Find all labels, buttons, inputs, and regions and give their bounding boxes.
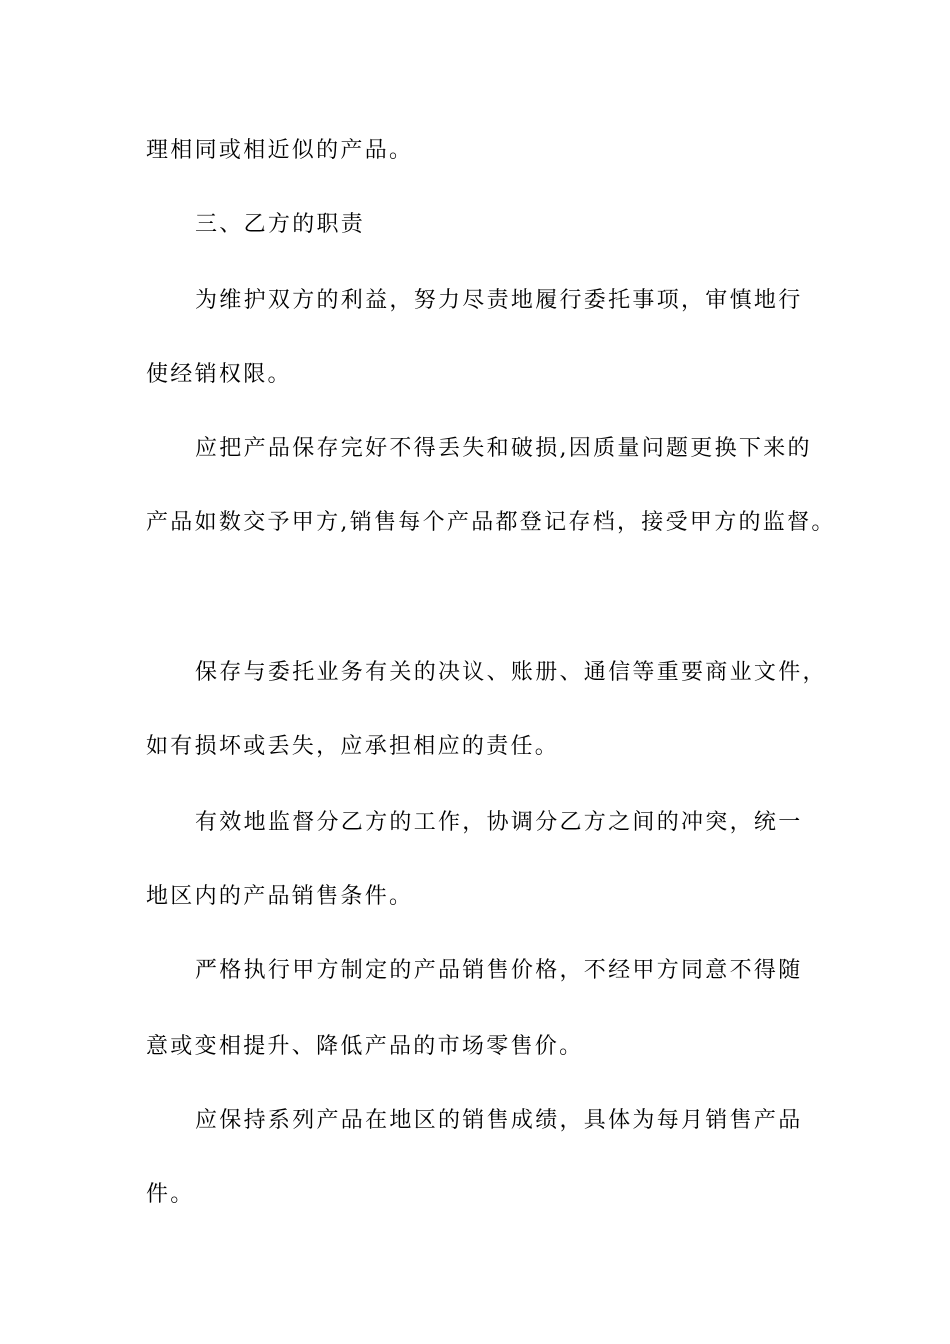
paragraph-line: 产品如数交予甲方,销售每个产品都登记存档，接受甲方的监督。 (146, 510, 836, 535)
text-line: 理相同或相近似的产品。 (146, 138, 414, 163)
paragraph-line: 使经销权限。 (146, 362, 292, 387)
paragraph-line: 严格执行甲方制定的产品销售价格，不经甲方同意不得随 (195, 958, 803, 983)
paragraph-line: 应把产品保存完好不得丢失和破损,因质量问题更换下来的 (195, 436, 812, 461)
paragraph-line: 有效地监督分乙方的工作，协调分乙方之间的冲突，统一 (195, 810, 803, 835)
paragraph-line: 地区内的产品销售条件。 (146, 884, 414, 909)
paragraph-line: 保存与委托业务有关的决议、账册、通信等重要商业文件， (195, 660, 827, 685)
paragraph-line: 意或变相提升、降低产品的市场零售价。 (146, 1034, 584, 1059)
paragraph-line: 应保持系列产品在地区的销售成绩，具体为每月销售产品 (195, 1108, 803, 1133)
section-heading: 三、乙方的职责 (195, 212, 366, 237)
paragraph-line: 为维护双方的利益，努力尽责地履行委托事项，审慎地行 (195, 288, 803, 313)
paragraph-line: 件。 (146, 1182, 195, 1207)
paragraph-line: 如有损坏或丢失，应承担相应的责任。 (146, 734, 560, 759)
